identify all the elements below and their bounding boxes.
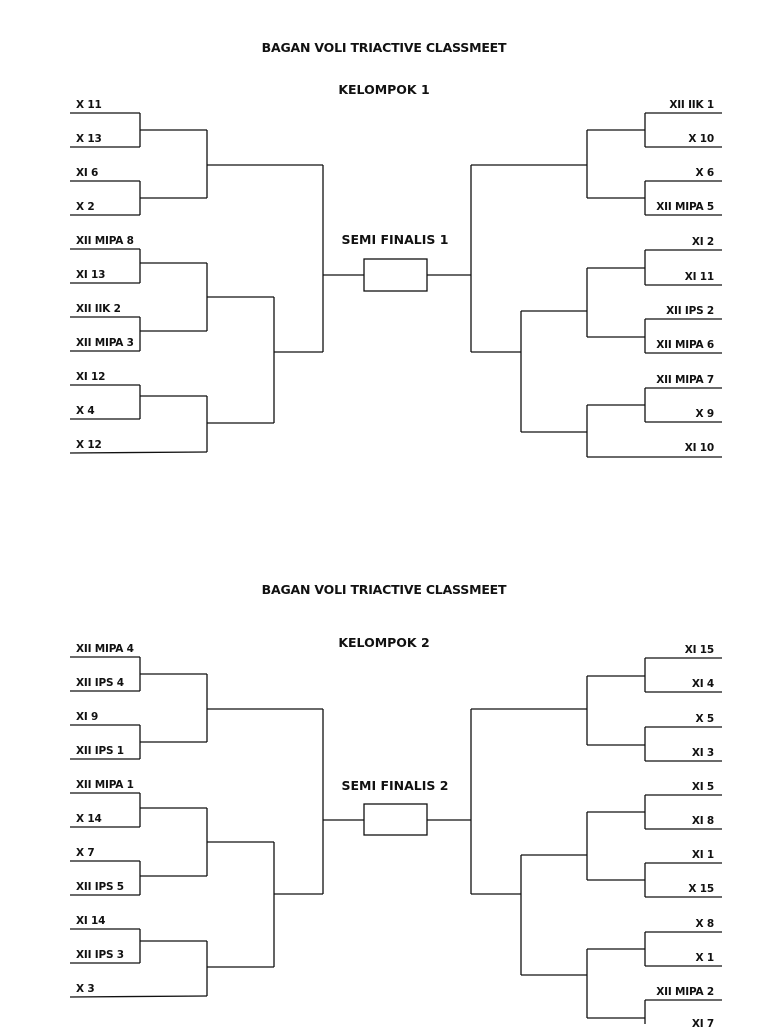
team-label-left: XII IIK 2 [76,303,121,315]
team-label-right: XI 4 [691,678,714,690]
team-label-right: XI 1 [691,849,714,861]
team-label-left: X 11 [76,99,102,111]
team-label-left: XI 9 [76,711,99,723]
team-label-right: XI 11 [684,271,714,283]
team-label-right: XII MIPA 5 [656,201,714,213]
team-label-right: X 15 [688,883,714,895]
bracket-title-1: BAGAN VOLI TRIACTIVE CLASSMEET [261,40,507,55]
team-label-left: X 7 [76,847,95,859]
team-label-right: XI 10 [684,442,714,454]
team-label-right: XI 15 [684,644,714,656]
team-label-right: X 8 [695,918,714,930]
team-label-left: X 4 [76,405,95,417]
team-label-right: XII IIK 1 [669,99,714,111]
team-label-right: X 5 [695,713,714,725]
team-label-right: XI 3 [691,747,714,759]
team-label-left: X 2 [76,201,95,213]
team-label-left: X 14 [76,813,102,825]
team-label-right: X 10 [688,133,714,145]
team-label-left: X 12 [76,439,102,451]
team-label-left: XI 14 [76,915,106,927]
team-label-left: XII IPS 5 [76,881,124,893]
bracket-title-2: BAGAN VOLI TRIACTIVE CLASSMEET [261,582,507,597]
team-label-left: XII IPS 3 [76,949,124,961]
team-label-right: XI 2 [691,236,714,248]
team-label-left: X 3 [76,983,95,995]
team-label-right: XI 8 [691,815,714,827]
team-label-left: XI 12 [76,371,106,383]
team-label-right: X 6 [695,167,714,179]
team-label-right: XII MIPA 2 [656,986,714,998]
group-label-2: KELOMPOK 2 [338,635,430,650]
team-label-left: XII IPS 1 [76,745,124,757]
team-label-right: XI 5 [691,781,714,793]
team-label-left: XII IPS 4 [76,677,124,689]
semi-finalist-label-2: SEMI FINALIS 2 [341,778,449,793]
team-label-right: XI 7 [691,1018,714,1030]
team-label-left: XII MIPA 4 [76,643,134,655]
team-label-right: X 1 [695,952,714,964]
team-label-left: XI 13 [76,269,106,281]
semi-finalist-label-1: SEMI FINALIS 1 [341,232,449,247]
team-label-left: XII MIPA 1 [76,779,134,791]
team-label-right: XII IPS 2 [666,305,714,317]
team-label-left: XII MIPA 3 [76,337,134,349]
team-label-right: XII MIPA 7 [656,374,714,386]
team-label-left: X 13 [76,133,102,145]
team-label-left: XII MIPA 8 [76,235,134,247]
group-label-1: KELOMPOK 1 [338,82,430,97]
team-label-left: XI 6 [76,167,99,179]
team-label-right: XII MIPA 6 [656,339,714,351]
team-label-right: X 9 [695,408,714,420]
